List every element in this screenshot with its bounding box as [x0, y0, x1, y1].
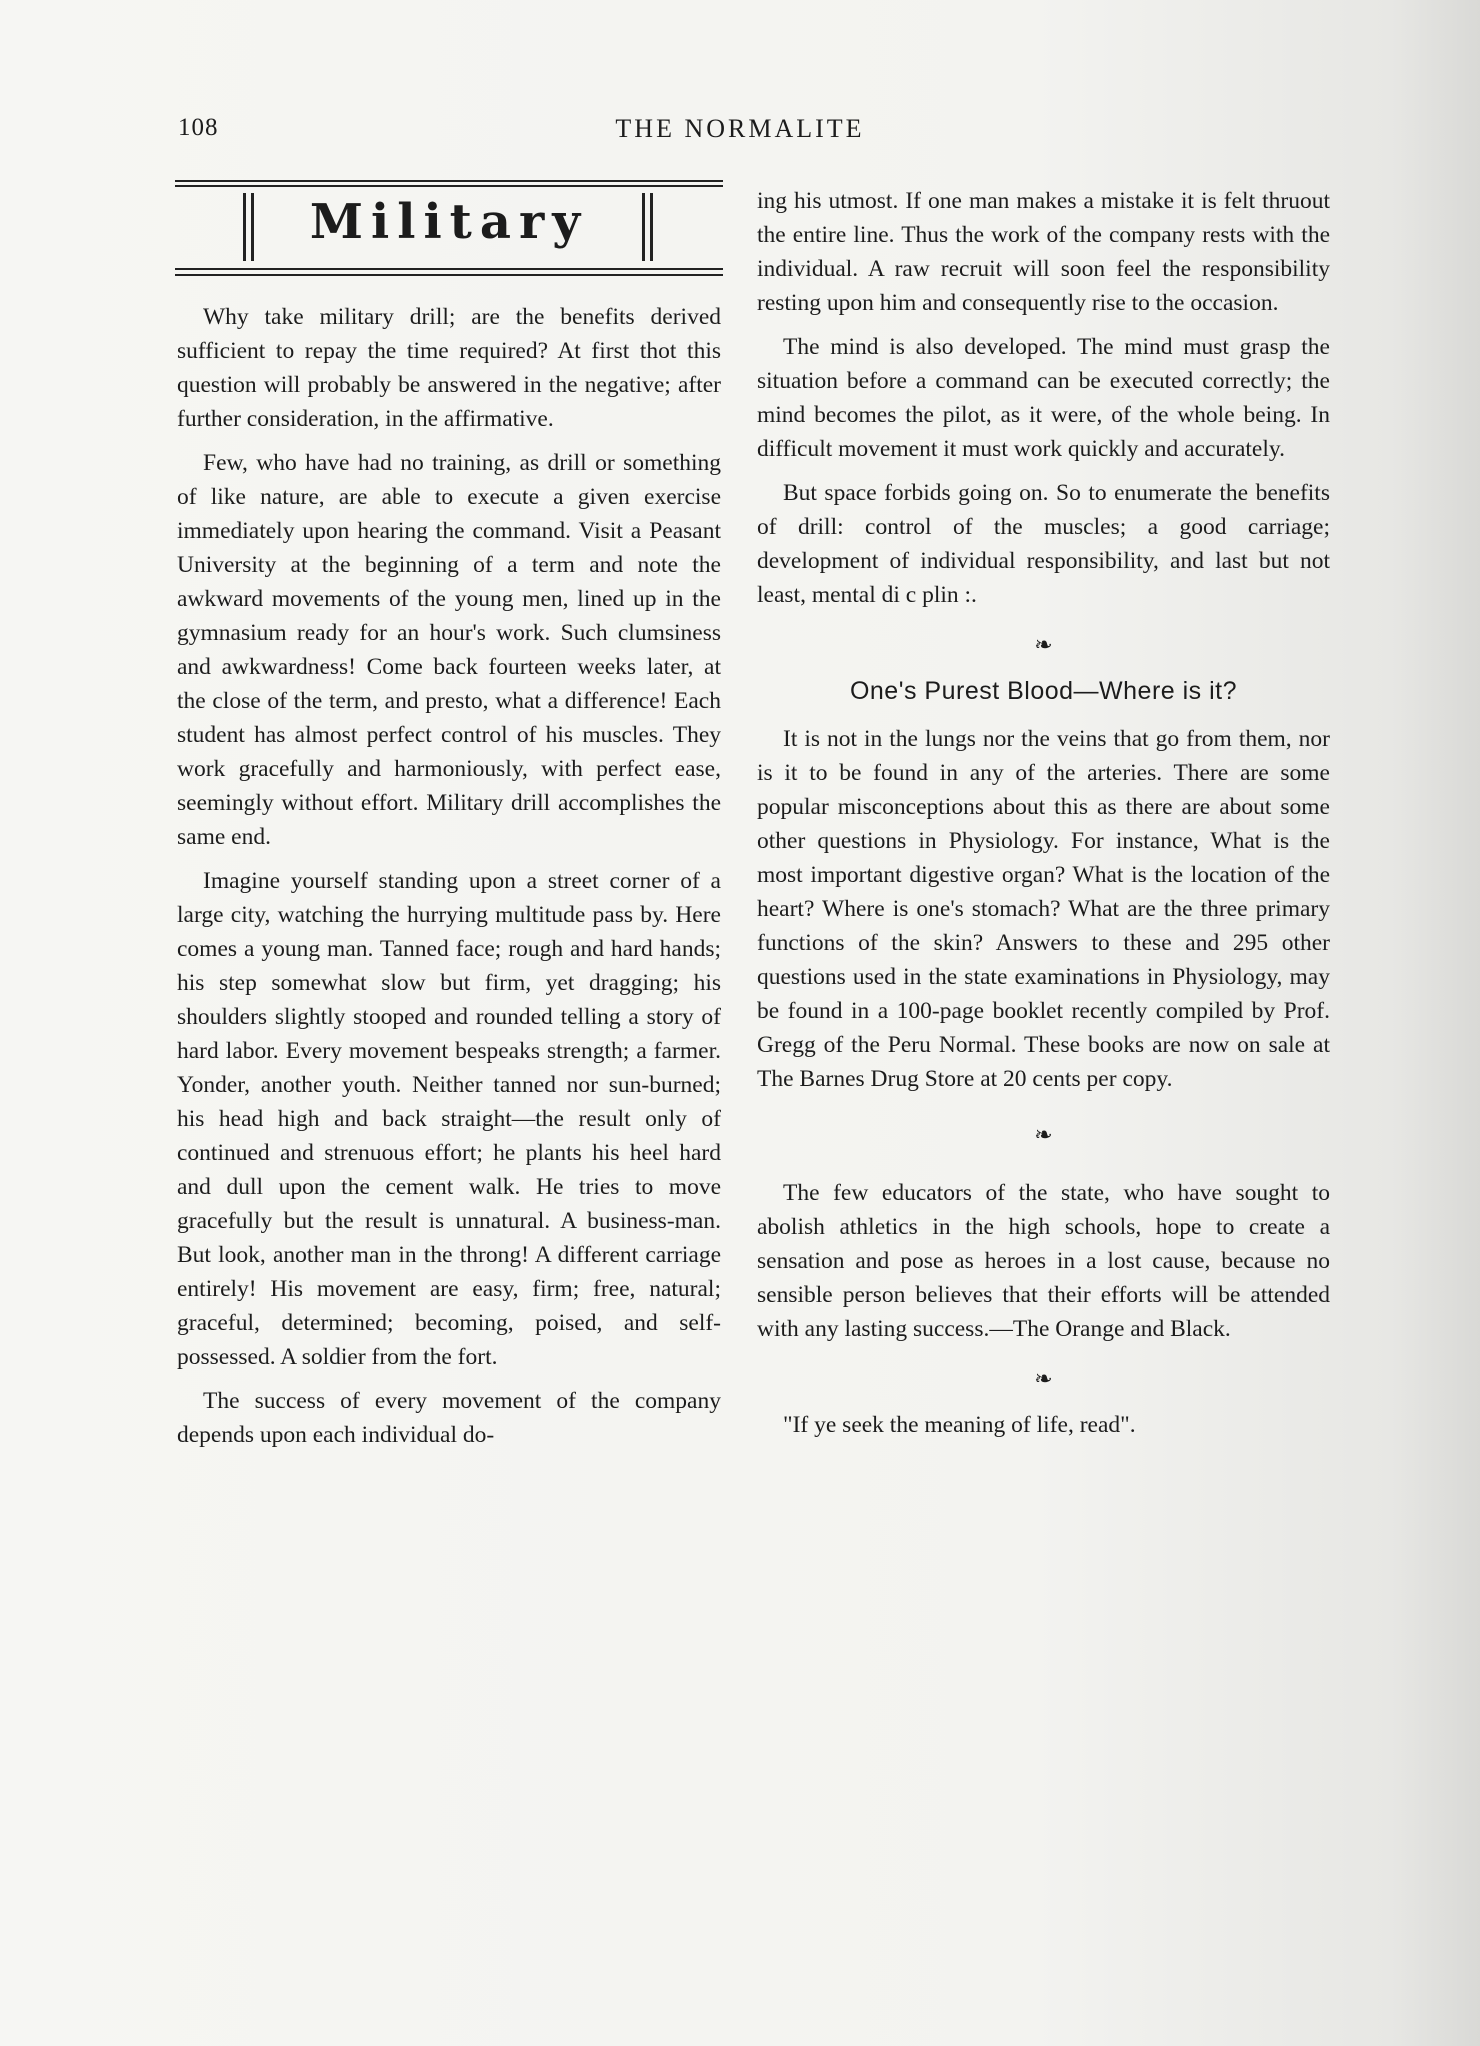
- article-athletics-text: The few educators of the state, who have sought to abolish athletics in the high schools, hope to create a sensation and pose as heroes in a lost cause, because no sensible person believes that their efforts will be attended with any lasting success.—The Orange and Black.: [757, 1180, 1330, 1342]
- article-blood-text: It is not in the lungs nor the veins that go from them, nor is it to be found in any of the arteries. There are some popular misconceptions about this as there are about some other questions in Physiology. For instance, What is the most important digestive organ? What is the location of the heart? Where is one's stomach? What are the three primary functions of the skin? Answers to these and 295 other questions used in the state examinations in Physiology, may be found in a 100-page booklet recently compiled by Prof. Gregg of the Peru Normal. These books are now on sale at The Barnes Drug Store at 20 cents per copy.: [757, 726, 1330, 1092]
- leaf-ornament-icon: ❧: [1034, 632, 1053, 657]
- military-paragraph-3: Imagine yourself standing upon a street corner of a large city, watching the hurrying multitude pass by. Here comes a young man. Tanned face; rough and hard hands; his step somewhat slow but firm, yet dragging; his shoulders slightly stooped and rounded telling a story of hard labor. Every movement bespeaks strength; a farmer. Yonder, another youth. Neither tanned nor sun-burned; his head high and back straight—the result only of continued and strenuous effort; he plants his heel hard and dull upon the cement walk. He tries to move gracefully but the result is unnatural. A business-man. But look, another man in the throng! A different carriage entirely! His movement are easy, firm; free, natural; graceful, determined; becoming, poised, and self-possessed. A soldier from the fort.: [177, 868, 721, 1370]
- leaf-ornament-icon: ❧: [1034, 1122, 1053, 1147]
- military-continued-3: But space forbids going on. So to enumerate the benefits of drill: control of the muscles; a good carriage; development of individual responsibility, and last but not least, mental di c plin :.: [757, 480, 1330, 608]
- article-heading: One's Purest Blood—Where is it?: [849, 677, 1238, 705]
- page-number: 108: [178, 114, 219, 141]
- military-continued-2: The mind is also developed. The mind must grasp the situation before a command can be executed correctly; the mind becomes the pilot, as it were, of the whole being. In difficult movement it must work quickly and accurately.: [757, 334, 1330, 462]
- military-paragraph-2: Few, who have had no training, as drill or something of like nature, are able to execute a given exercise immediately upon hearing the command. Visit a Peasant University at the beginning of a term and note the awkward movements of the young men, lined up in the gymnasium ready for an hour's work. Such clumsiness and awkwardness! Come back fourteen weeks later, at the close of the term, and presto, what a difference! Each student has almost perfect control of his muscles. They work gracefully and harmoniously, with perfect ease, seemingly without effort. Military drill accomplishes the same end.: [177, 450, 721, 850]
- military-paragraph-4: The success of every movement of the company depends upon each individual do-: [177, 1388, 721, 1448]
- running-header: THE NORMALITE: [615, 114, 865, 143]
- leaf-ornament-icon: ❧: [1034, 1366, 1053, 1391]
- closing-quote: "If ye seek the meaning of life, read".: [783, 1412, 1136, 1438]
- military-paragraph-1: Why take military drill; are the benefits derived sufficient to repay the time required? At first thot this question will probably be answered in the negative; after further consideration, in the affirmative.: [177, 304, 721, 432]
- military-continued-1: ing his utmost. If one man makes a mistake it is felt thruout the entire line. Thus the work of the company rests with the individual. A raw recruit will soon feel the responsibility resting upon him and consequently rise to the occasion.: [757, 188, 1330, 316]
- section-banner: [175, 180, 723, 280]
- left-column: [177, 300, 721, 1462]
- right-column: [757, 184, 1330, 1452]
- section-title: Military: [309, 194, 589, 250]
